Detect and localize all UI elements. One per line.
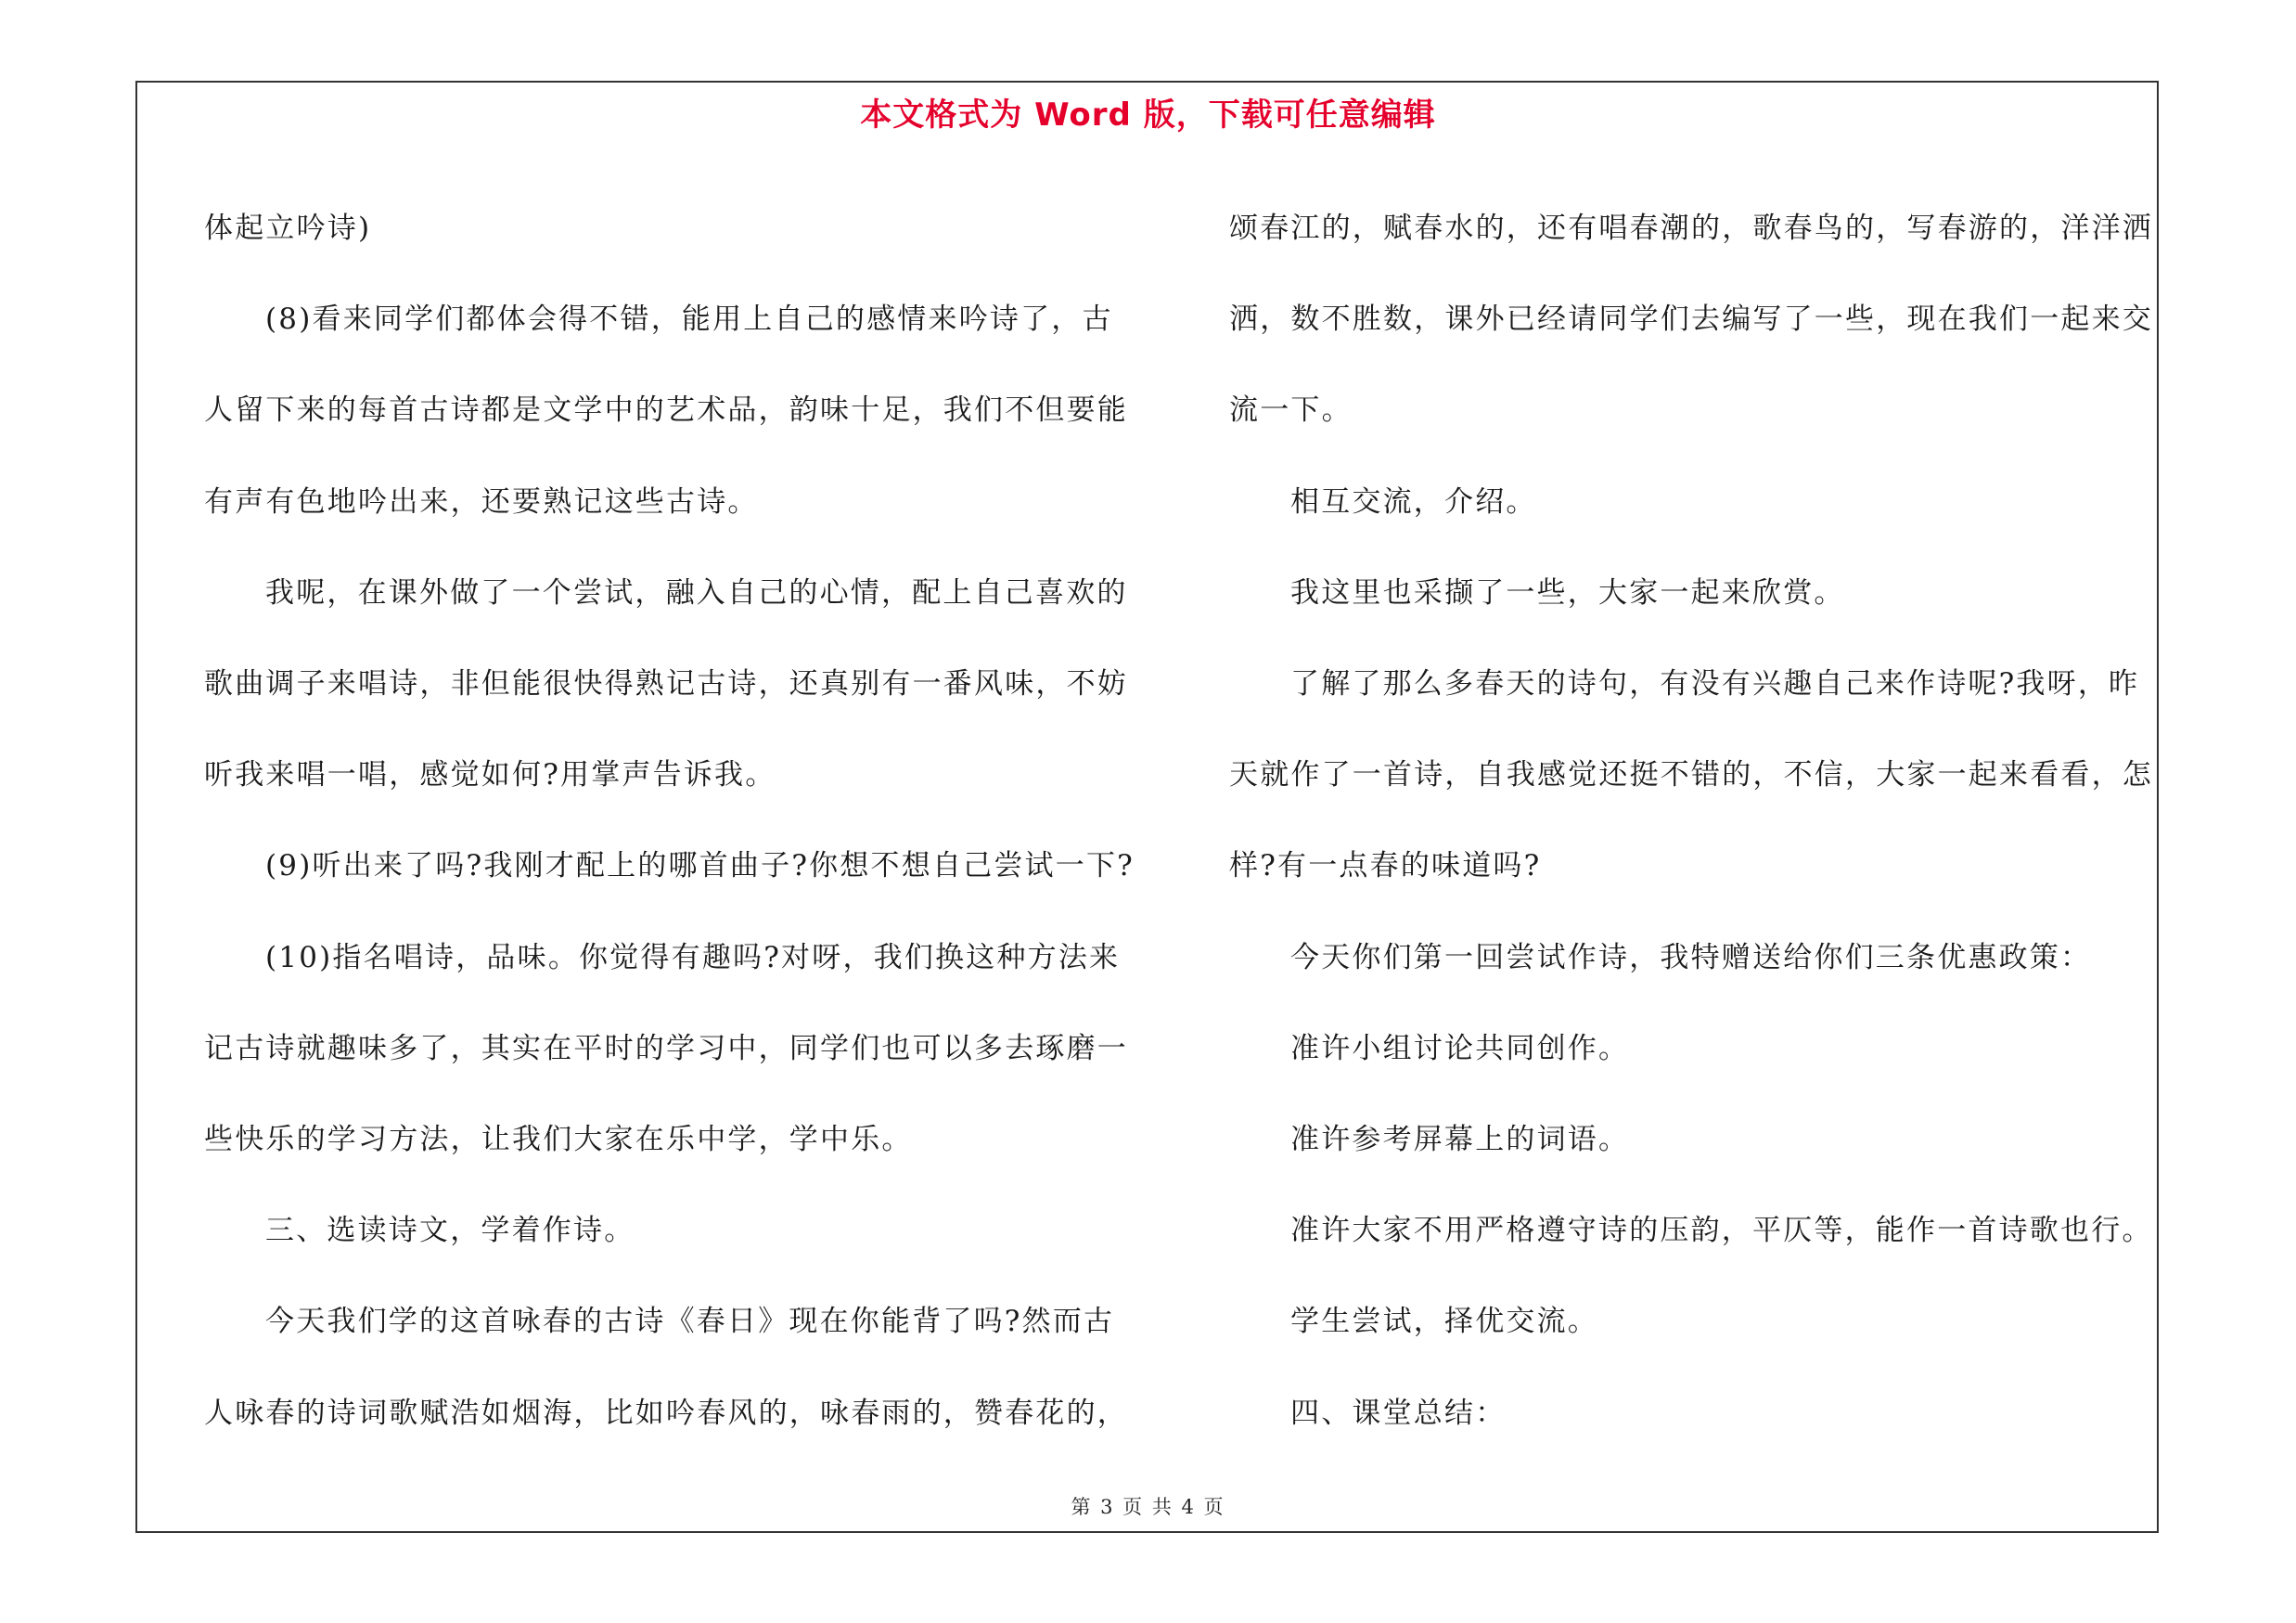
text-line: 体起立吟诗) (204, 212, 372, 245)
text-line: 了解了那么多春天的诗句，有没有兴趣自己来作诗呢?我呀，昨 (1290, 667, 2140, 702)
text-line: 我呢，在课外做了一个尝试，融入自己的心情，配上自己喜欢的 (265, 575, 1128, 610)
format-banner: 本文格式为 Word 版，下载可任意编辑 (860, 97, 1436, 134)
text-line: 学生尝试，择优交流。 (1290, 1305, 1598, 1339)
text-line: 歌曲调子来唱诗，非但能很快得熟记古诗，还真别有一番风味，不妨 (204, 667, 1128, 702)
text-line: 我这里也采撷了一些，大家一起来欣赏。 (1290, 575, 1845, 610)
text-line: (9)听出来了吗?我刚才配上的哪首曲子?你想不想自己尝试一下? (265, 849, 1135, 883)
text-line: 颂春江的，赋春水的，还有唱春潮的，歌春鸟的，写春游的，洋洋洒 (1229, 212, 2153, 245)
text-line: 四、课堂总结： (1290, 1396, 1507, 1430)
page-footer: 第 3 页 共 4 页 (1071, 1496, 1225, 1518)
text-line: 准许大家不用严格遵守诗的压韵，平仄等，能作一首诗歌也行。 (1290, 1214, 2153, 1248)
text-line: 听我来唱一唱，感觉如何?用掌声告诉我。 (204, 758, 776, 792)
text-line: 样?有一点春的味道吗? (1229, 849, 1542, 883)
text-line: 洒，数不胜数，课外已经请同学们去编写了一些，现在我们一起来交 (1229, 303, 2153, 337)
text-line: 人留下来的每首古诗都是文学中的艺术品，韵味十足，我们不但要能 (204, 393, 1128, 428)
text-line: 今天我们学的这首咏春的古诗《春日》现在你能背了吗?然而古 (265, 1305, 1115, 1339)
text-line: (8)看来同学们都体会得不错，能用上自己的感情来吟诗了，古 (265, 303, 1113, 337)
text-line: 记古诗就趣味多了，其实在平时的学习中，同学们也可以多去琢磨一 (204, 1031, 1128, 1065)
text-line: 今天你们第一回尝试作诗，我特赠送给你们三条优惠政策： (1290, 940, 2092, 974)
text-line: 准许参考屏幕上的词语。 (1290, 1123, 1630, 1157)
text-line: 流一下。 (1229, 393, 1353, 428)
text-line: 天就作了一首诗，自我感觉还挺不错的，不信，大家一起来看看，怎 (1229, 758, 2153, 792)
text-line: (10)指名唱诗，品味。你觉得有趣吗?对呀，我们换这种方法来 (265, 940, 1121, 974)
text-line: 些快乐的学习方法，让我们大家在乐中学，学中乐。 (204, 1123, 913, 1157)
text-line: 准许小组讨论共同创作。 (1290, 1031, 1630, 1065)
text-line: 人咏春的诗词歌赋浩如烟海，比如吟春风的，咏春雨的，赞春花的， (204, 1396, 1128, 1430)
text-line: 三、选读诗文，学着作诗。 (265, 1214, 635, 1248)
right-column (1229, 183, 2166, 1459)
text-line: 有声有色地吟出来，还要熟记这些古诗。 (204, 484, 759, 519)
left-column (204, 183, 1135, 1459)
text-line: 相互交流，介绍。 (1290, 484, 1537, 519)
